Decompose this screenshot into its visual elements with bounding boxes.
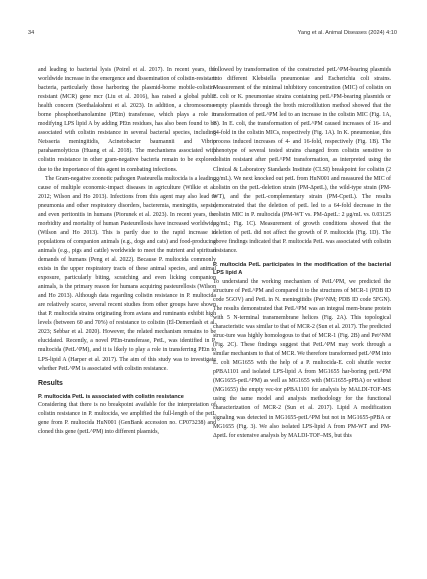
right-paragraph-1: followed by transformation of the constructed petL^PM-bearing plasmids into different Klebsiella pneumoniae and Escherichia coli strains. Measurement of the minimal inhibitory concentration (MIC) of colistin on E. coli or K. pneumoniae strains containing petL^PM-bearing plasmids or empty plasmids through the broth microdilution method showed that the transformation of petL^PM led to an increase in the colistin MIC (Fig. 1A, B). In E. coli, the transformation of petL^PM caused increases of 16- and 64-fold in the colistin MICs, respectively (Fig. 1A). In K. pneumoniae, this process induced increases of 4- and 16-fold, respectively (Fig. 1B). The phenotype of several tested strains changed from colistin sensitive to colistin resistant after petL^PM transformation, as interpreted using the Clinical & Laboratory Standards Institute (CLSI) breakpoint for colistin (2 μg/mL). We next knocked out petL from HuN001 and measured the MIC of colistin on the petL-deletion strain (PM-ΔpetL), the wild-type strain (PM-WT), and the petL-complementary strain (PM-CpetL). The results demonstrated that the deletion of petL led to a 64-fold decrease in the colistin MIC in P. multocida (PM-WT vs. PM-ΔpetL: 2 μg/mL vs. 0.03125 μg/mL; Fig. 1C). Measurement of growth conditions showed that the deletion of petL did not affect the growth of P. multocida (Fig. 1D). The above findings indicated that P. multocida PetL was associated with colistin resistance. — [213, 67, 391, 254]
subsection-heading-petl-colistin: P. multocida PetL is associated with colistin resistance — [38, 393, 184, 400]
left-paragraph-2: The Gram-negative zoonotic pathogen Pasteurella multocida is a leading cause of multiple economic-impact diseases in agriculture (Wilkie et al. 2012; Wilson and Ho 2013). Infections from this agent may also lead to pneumonia and other respiratory disorders, bacteremia, meningitis, sepsis, and even peritonitis in humans (Piorunek et al. 2023). In recent years, the morbidity and mortality of human Pasteurellosis have increased worldwide (Wilson and Ho 2013). This is partly due to the rapid increase in populations of companion animals (e.g., dogs and cats) and food-producing animals (e.g., pigs and cattle) worldwide to meet the nutrient and spiritual demands of humans (Peng et al. 2022). Because P. multocida commonly exists in the upper respiratory tracts of these animal species, and animal exposure, particularly biting, scratching and even licking companion animals, is the primary reason for humans acquiring pasteurellosis (Wilson and Ho 2013). Although data regarding colistin resistance in P. multocida are relatively scarce, several recent studies from other groups have shown that P. multocida strains originating from avians and ruminants exhibit high levels (between 60 and 70%) of resistance to colistin (El-Demerdash et al. 2023; Sebbar et al. 2020). However, the related mechanism remains to be elucidated. Recently, a novel PEtn-transferase, PetL, was identified in P. multocida (PetL^PM), and it is likely to play a role in transferring PEtn to LPS-lipid A (Harper et al. 2017). The aim of this study was to investigate whether PetL^PM is associated with colistin resistance. — [38, 175, 216, 372]
section-heading-results: Results — [38, 379, 63, 387]
page-number: 34 — [28, 30, 35, 36]
left-paragraph-3: Considering that there is no breakpoint available for the interpretation of colistin resistance in P. multocida, we amplified the full-length of the petL gene from P. multocida HuN001 (GenBank accession no. CP073238) and cloned this gene (petL^PM) into different plasmids, — [38, 402, 216, 436]
running-head: Yang et al. Animal Diseases (2024) 4:10 — [297, 30, 397, 36]
right-paragraph-2: To understand the working mechanism of PetL^PM, we predicted the structure of PetL^PM and compared it to the structures of MCR-1 (PDB ID code 5GOV) and PetL in N. meningitidis (Pet^NM; PDB ID code 5FGN). The results demonstrated that PetL^PM was an integral mem-brane protein with 5 N-terminal transmembrane helices (Fig. 2A). This topological characteristic was similar to that of MCR-2 (Sun et al. 2017). The predicted struc-ture was highly homologous to that of MCR-1 (Fig. 2B) and Pet^NM (Fig. 2C). These findings suggest that PetL^PM may work through a similar mechanism to that of MCR. We therefore transformed petL^PM into E. coli MG1655 with the help of a P. multocida-E. coli shuttle vector pPBA1101 and isolated LPS-lipid A from MG1655 har-boring petL^PM (MG1655-petL^PM) as well as MG1655 with (MG1655-pPBA) or without (MG1655) the empty vec-tor pPBA1101 for analysis by MALDI-TOF-MS using the same model and analysis methodology for the functional characterization of MCR-2 (Sun et al. 2017). Lipid A modification signaling was detected in MG1655-petL^PM but not in MG1655-pPBA or MG1655 (Fig. 3). We also isolated LPS-lipid A from PM-WT and PM-ΔpetL for extensive analysis by MALDI-TOF–MS, but this — [213, 278, 391, 439]
subsection-heading-lipid-a: P. multocida PetL participates in the modification of the bacterial LPS lipid A — [213, 261, 391, 277]
right-column — [213, 66, 391, 441]
left-paragraph-1: and leading to bacterial lysis (Poirel et al. 2017). In recent years, the worldwide increase in the emergence and dissemination of colistin-resistant bacteria, particularly those harboring the plasmid-borne mobile-colistin-resistant (MCR) gene mcr (Liu et al. 2016), has raised a global public health concern (Seethalakshmi et al. 2023). In addition, a chromosome-borne phosphoethanolamine (PEtn) transferase, which plays a role in modifying LPS lipid A by adding PEtn residues, has also been found to be associated with colistin resistance in several bacterial species, including Neisseria meningitidis, Acinetobacter baumannii and Vibrio parahaemolyticus (Huang et al. 2018). The mechanisms associated with colistin resistance in other gram-negative bacteria remain to be explored due to the importance of this agent in combating infections. — [38, 67, 216, 173]
page-header — [0, 0, 427, 44]
left-column — [38, 66, 216, 437]
